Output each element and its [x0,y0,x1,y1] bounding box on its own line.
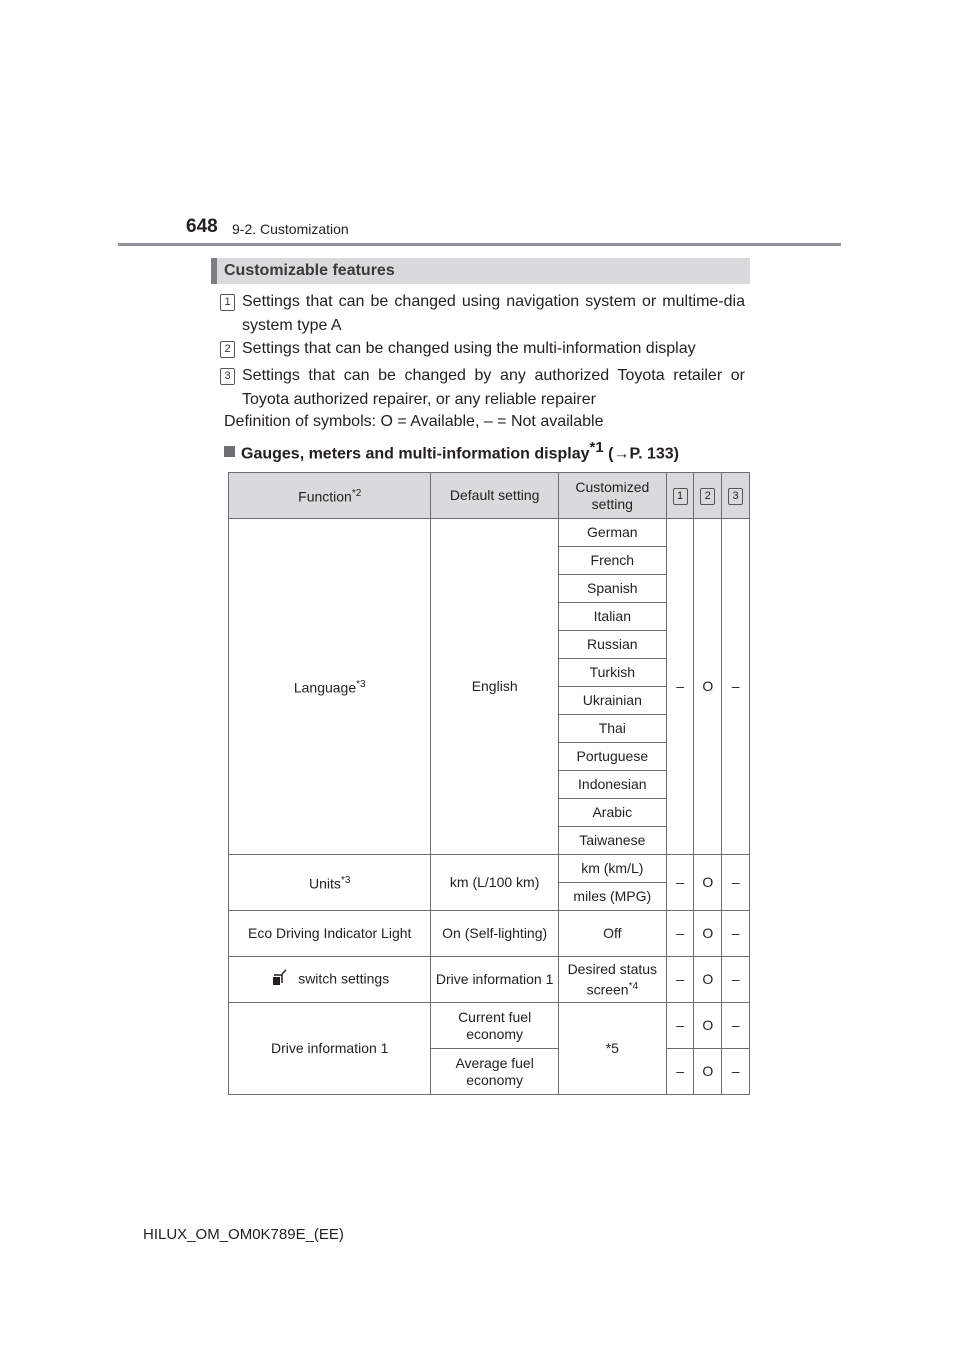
language-option: Arabic [558,799,666,827]
legend-text-2: Settings that can be changed using the multi-information display [242,340,696,357]
switch-col-3: – [722,957,750,1003]
eco-col-1: – [666,911,694,957]
drive-info-default: Current fuel economy [431,1003,558,1049]
subheading-note: *1 [589,439,604,456]
drive-info-col-1: – [666,1049,694,1095]
subheading [224,439,679,463]
header-default: Default setting [431,473,558,519]
table-row [229,957,750,1003]
language-col-3: – [722,519,750,855]
language-default: English [431,519,558,855]
language-option: Italian [558,603,666,631]
language-option: Thai [558,715,666,743]
eco-function: Eco Driving Indicator Light [229,911,431,957]
units-option: km (km/L) [558,855,666,883]
header-col-1: 1 [666,473,694,519]
subheading-text: Gauges, meters and multi-information display [241,445,590,463]
drive-info-col-2: O [694,1003,722,1049]
header-rule [118,243,841,246]
legend-badge-3: 3 [220,368,235,385]
language-option: Turkish [558,659,666,687]
section-heading-text: Customizable features [224,262,395,279]
legend-text-1: Settings that can be changed using navigation system or multime-dia system type A [242,293,745,334]
footer-code: HILUX_OM_OM0K789E_(EE) [143,1226,344,1243]
units-col-1: – [666,855,694,911]
switch-col-1: – [666,957,694,1003]
units-col-2: O [694,855,722,911]
language-option: German [558,519,666,547]
header-customized: Customized setting [558,473,666,519]
language-option: Taiwanese [558,827,666,855]
eco-default: On (Self-lighting) [431,911,558,957]
units-default: km (L/100 km) [431,855,558,911]
language-option: French [558,547,666,575]
page-number: 648 [186,216,218,237]
eco-col-2: O [694,911,722,957]
language-option: Russian [558,631,666,659]
square-bullet-icon [224,446,235,457]
table-row [229,1003,750,1049]
header-col-2: 2 [694,473,722,519]
switch-default: Drive information 1 [431,957,558,1003]
drive-info-col-3: – [722,1003,750,1049]
drive-info-col-2: O [694,1049,722,1095]
table-header-row [229,473,750,519]
header-col-3: 3 [722,473,750,519]
units-col-3: – [722,855,750,911]
heading-bar [211,258,217,284]
drive-info-default: Average fuel economy [431,1049,558,1095]
switch-function: switch settings [229,957,431,1003]
language-option: Indonesian [558,771,666,799]
table-row [229,855,750,883]
table-row [229,519,750,547]
eco-customized: Off [558,911,666,957]
switch-col-2: O [694,957,722,1003]
symbols-definition: Definition of symbols: O = Available, – = Not available [224,413,604,430]
legend-badge-1: 1 [220,294,235,311]
table-row [229,911,750,957]
language-col-2: O [694,519,722,855]
language-option: Spanish [558,575,666,603]
drive-info-col-1: – [666,1003,694,1049]
customization-table [228,472,750,1095]
meter-switch-icon [270,969,288,991]
page-reference[interactable]: (→P. 133) [608,445,680,463]
section-title: 9-2. Customization [232,221,349,237]
eco-col-3: – [722,911,750,957]
switch-customized: Desired status screen$^{*4}$ [558,957,666,1003]
language-option: Ukrainian [558,687,666,715]
drive-info-col-3: – [722,1049,750,1095]
legend-text-3: Settings that can be changed by any authorized Toyota retailer or Toyota authorized repairer, or any reliable repairer [242,367,745,408]
language-function: Language$^{*3}$ [229,519,431,855]
language-col-1: – [666,519,694,855]
legend-badge-2: 2 [220,341,235,358]
drive-info-function: Drive information 1 [229,1003,431,1095]
units-function: Units$^{*3}$ [229,855,431,911]
units-option: miles (MPG) [558,883,666,911]
header-function: Function$^{*2}$ [229,473,431,519]
section-heading [211,258,750,284]
language-option: Portuguese [558,743,666,771]
drive-info-customized: *5 [558,1003,666,1095]
